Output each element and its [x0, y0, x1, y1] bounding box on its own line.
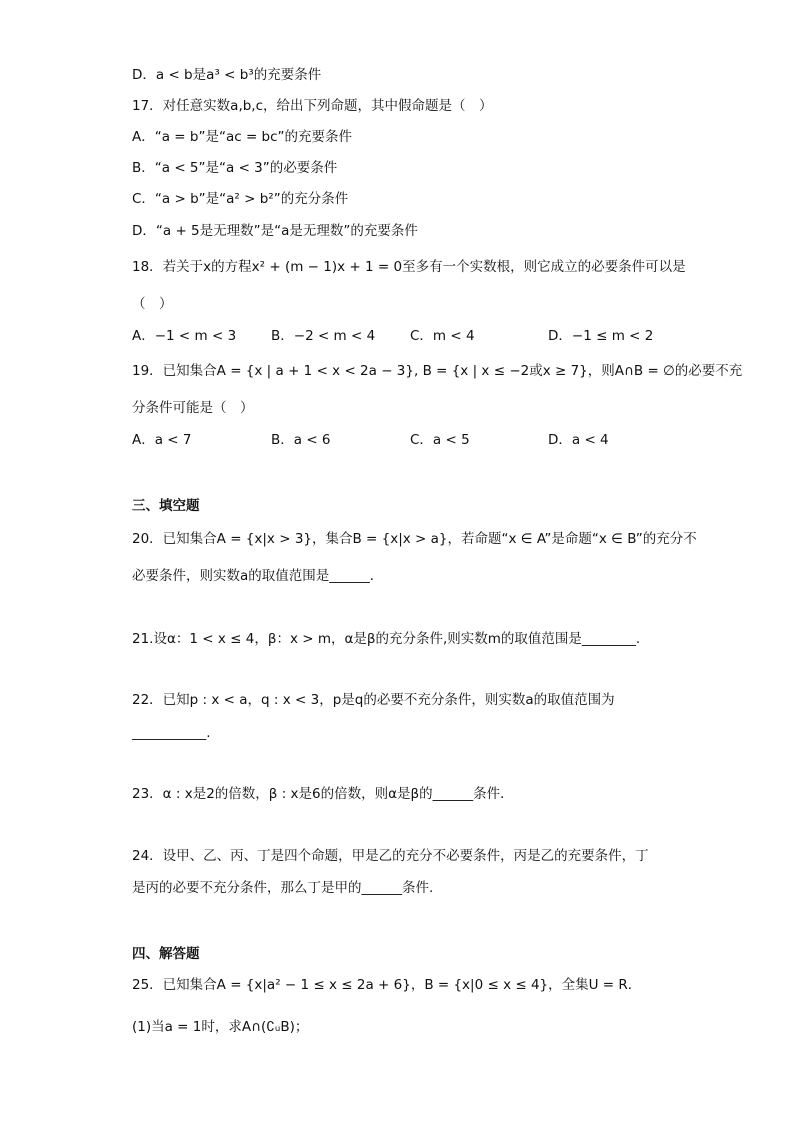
q23-stem: 23．α : x是2的倍数，β : x是6的倍数，则α是β的______条件．	[132, 786, 514, 802]
q19-option-c: C．a < 5	[410, 432, 470, 448]
q22-answer-blank: ___________.	[132, 725, 211, 741]
q18-option-c: C．m < 4	[410, 328, 475, 344]
q18-stem: 18．若关于x的方程x² + (m − 1)x + 1 = 0至多有一个实数根，则它成立的必要条件可以是	[132, 259, 686, 275]
q22-stem: 22．已知p : x < a，q : x < 3，p是q的必要不充分条件，则实数a的取值范围为	[132, 692, 615, 708]
q20-stem-cont: 必要条件，则实数a的取值范围是______．	[132, 568, 384, 584]
q20-stem: 20．已知集合A = {x|x > 3}，集合B = {x|x > a}，若命题“x ∈ A”是命题“x ∈ B”的充分不	[132, 531, 697, 547]
q21-stem: 21.设α：1 < x ≤ 4，β：x > m，α是β的充分条件,则实数m的取值范围是________.	[132, 631, 641, 647]
q17-option-a: A．“a = b”是“ac = bc”的充要条件	[132, 129, 353, 145]
q17-option-b: B．“a < 5”是“a < 3”的必要条件	[132, 160, 338, 176]
q16-option-d: D．a < b是a³ < b³的充要条件	[132, 67, 322, 83]
section-title-fill-in: 三、填空题	[132, 498, 200, 514]
q24-stem: 24．设甲、乙、丙、丁是四个命题，甲是乙的充分不必要条件，丙是乙的充要条件，丁	[132, 848, 649, 864]
q19-stem: 19．已知集合A = {x | a + 1 < x < 2a − 3}, B = {x | x ≤ −2或x ≥ 7}，则A∩B = ∅的必要不充	[132, 363, 743, 379]
q24-stem-cont: 是丙的必要不充分条件，那么丁是甲的______条件.	[132, 880, 434, 896]
q17-stem: 17．对任意实数a,b,c，给出下列命题，其中假命题是（ ）	[132, 98, 493, 114]
q19-option-a: A．a < 7	[132, 432, 192, 448]
q18-option-d: D．−1 ≤ m < 2	[548, 328, 654, 344]
q25-stem: 25．已知集合A = {x|a² − 1 ≤ x ≤ 2a + 6}，B = {x|0 ≤ x ≤ 4}，全集U = R．	[132, 977, 642, 993]
q17-option-c: C．“a > b”是“a² > b²”的充分条件	[132, 191, 349, 207]
q18-answer-bracket: （ ）	[132, 296, 173, 312]
q17-option-d: D．“a + 5是无理数”是“a是无理数”的充要条件	[132, 223, 418, 239]
q19-option-d: D．a < 4	[548, 432, 609, 448]
section-title-answers: 四、解答题	[132, 946, 200, 962]
q19-option-b: B．a < 6	[271, 432, 331, 448]
q19-stem-cont: 分条件可能是（ ）	[132, 400, 254, 416]
q18-option-a: A．−1 < m < 3	[132, 328, 237, 344]
q25-part-1: (1)当a = 1时，求A∩(∁ᵤB)；	[132, 1019, 309, 1035]
q18-option-b: B．−2 < m < 4	[271, 328, 376, 344]
